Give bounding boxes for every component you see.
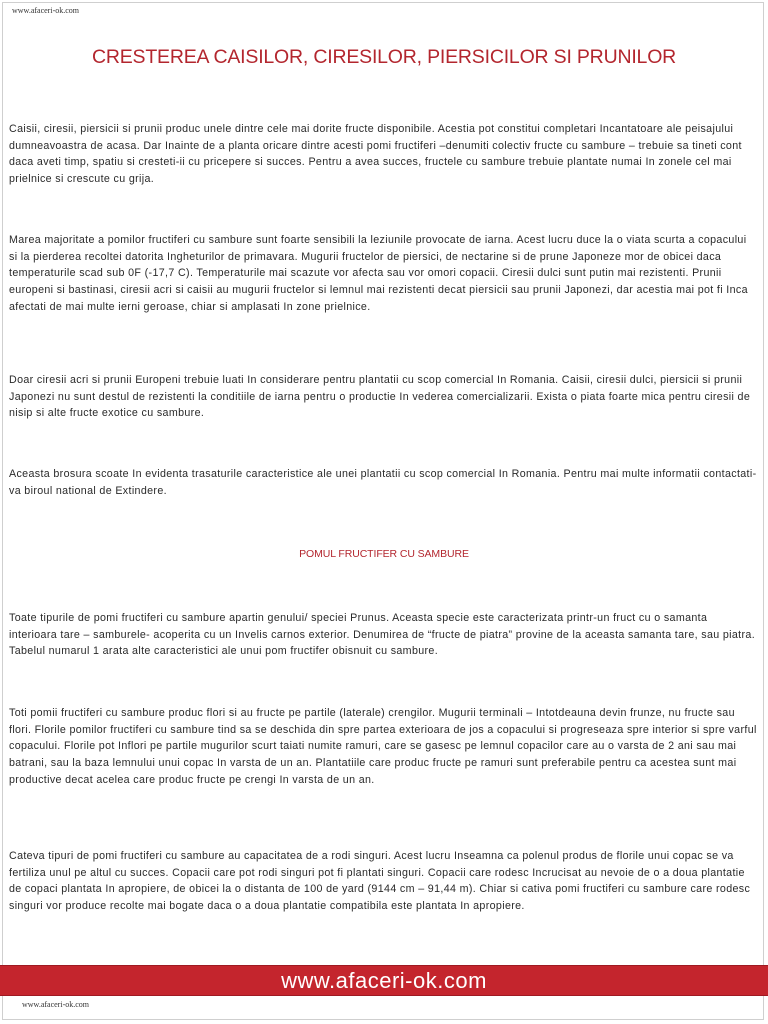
paragraph-prunus: Toate tipurile de pomi fructiferi cu sambure apartin genului/ speciei Prunus. Aceasta specie este caracterizata printr-un fruct cu o samanta interioara tare – samburele- acoperita cu un Invelis carnos exterior. Denumirea de “fructe de piatra” provine de la aceasta samanta tare, sau piatra. Tabelul numarul 1 arata alte caracteristici ale unui pom fructifer obisnuit cu sambure.	[9, 612, 756, 658]
paragraph-intro: Caisii, ciresii, piersicii si prunii produc unele dintre cele mai dorite fructe disponibile. Acestia pot constitui completari Incantatoare ale peisajului dumneavoastra de acasa. Dar Inainte de a planta oricare dintre acesti pomi fructiferi –denumiti colectiv fructe cu sambure – trebuie sa tineti cont daca aveti timp, spatiu si cresteti-ii cu pricepere si succes. Pentru a avea succes, fructele cu sambure trebuie plantate numai In zonele cel mai prielnice si crescute cu grija.	[9, 123, 742, 186]
footer-banner[interactable]	[0, 965, 768, 996]
paragraph-commercial: Doar ciresii acri si prunii Europeni trebuie luati In considerare pentru plantatii cu scop comercial In Romania. Caisii, ciresii dulci, piersicii si prunii Japonezi nu sunt destul de rezistenti la conditiile de iarna pentru o productie In vederea comercializarii. Exista o piata foarte mica pentru ciresii de nisip si alte fructe exotice cu sambure.	[9, 374, 751, 420]
paragraph-pollination: Cateva tipuri de pomi fructiferi cu sambure au capacitatea de a rodi singuri. Acest lucru Inseamna ca polenul produs de florile unui copac se va fertiliza unul pe altul cu succes. Copacii care pot rodi singuri pot fi plantati singuri. Copacii care rodesc Incrucisat au nevoie de o a doua plantatie de copaci plantata In apropiere, de obicei la o distanta de 100 de yard (9144 cm – 91,44 m). Chiar si cativa pomi fructiferi cu sambure care rodesc singuri vor produce recolte mai bogate daca o a doua plantatie compatibila este plantata In apropiere.	[9, 850, 751, 913]
header-url: www.afaceri-ok.com	[12, 6, 80, 15]
paragraph-winter-damage: Marea majoritate a pomilor fructiferi cu sambure sunt foarte sensibili la leziunile provocate de iarna. Acest lucru duce la o viata scurta a copacului si la pierderea recoltei datorita Ingheturilor de primavara. Mugurii fructelor de piersici, de nectarine si de prune Japoneze mor de obicei daca temperaturile scad sub 0F (-17,7 C). Temperaturile mai scazute vor afecta sau vor omori copacii. Ciresii dulci sunt putin mai rezistenti. Prunii europeni si bastinasi, ciresii acri si caisii au mugurii fructelor si lemnul mai rezistenti decat piersicii sau prunii Japonezi, dar acestia mai pot fi Inca afectati de mai multe ierni geroase, chiar si amplasati In zone prielnice.	[9, 234, 748, 313]
footer-url: www.afaceri-ok.com	[22, 1000, 90, 1009]
paragraph-brochure: Aceasta brosura scoate In evidenta trasaturile caracteristice ale unei plantatii cu scop comercial In Romania. Pentru mai multe informatii contactati-va biroul national de Extindere.	[9, 468, 757, 497]
paragraph-flowering: Toti pomii fructiferi cu sambure produc flori si au fructe pe partile (laterale) crengilor. Mugurii terminali – Intotdeauna devin frunze, nu fructe sau flori. Florile pomilor fructiferi cu sambure tind sa se deschida din spre partea exterioara de jos a copacului si progreseaza spre interior si spre varful copacului. Florile pot Inflori pe partile mugurilor scurt taiati numite ramuri, care se gasesc pe lemnul copacilor care au o varsta de 2 ani sau mai batrani, sau la baza lemnului unui copac In varsta de un an. Plantatiile care produc fructe pe ramuri sunt preferabile pentru ca acestea sunt mai productive decat acelea care produc fructe pe crengi In varsta de un an.	[9, 707, 757, 786]
document-title: CRESTEREA CAISILOR, CIRESILOR, PIERSICILOR SI PRUNILOR	[91, 46, 677, 68]
section-heading: POMUL FRUCTIFER CU SAMBURE	[299, 548, 469, 560]
banner-link[interactable]: www.afaceri-ok.com	[281, 968, 487, 993]
